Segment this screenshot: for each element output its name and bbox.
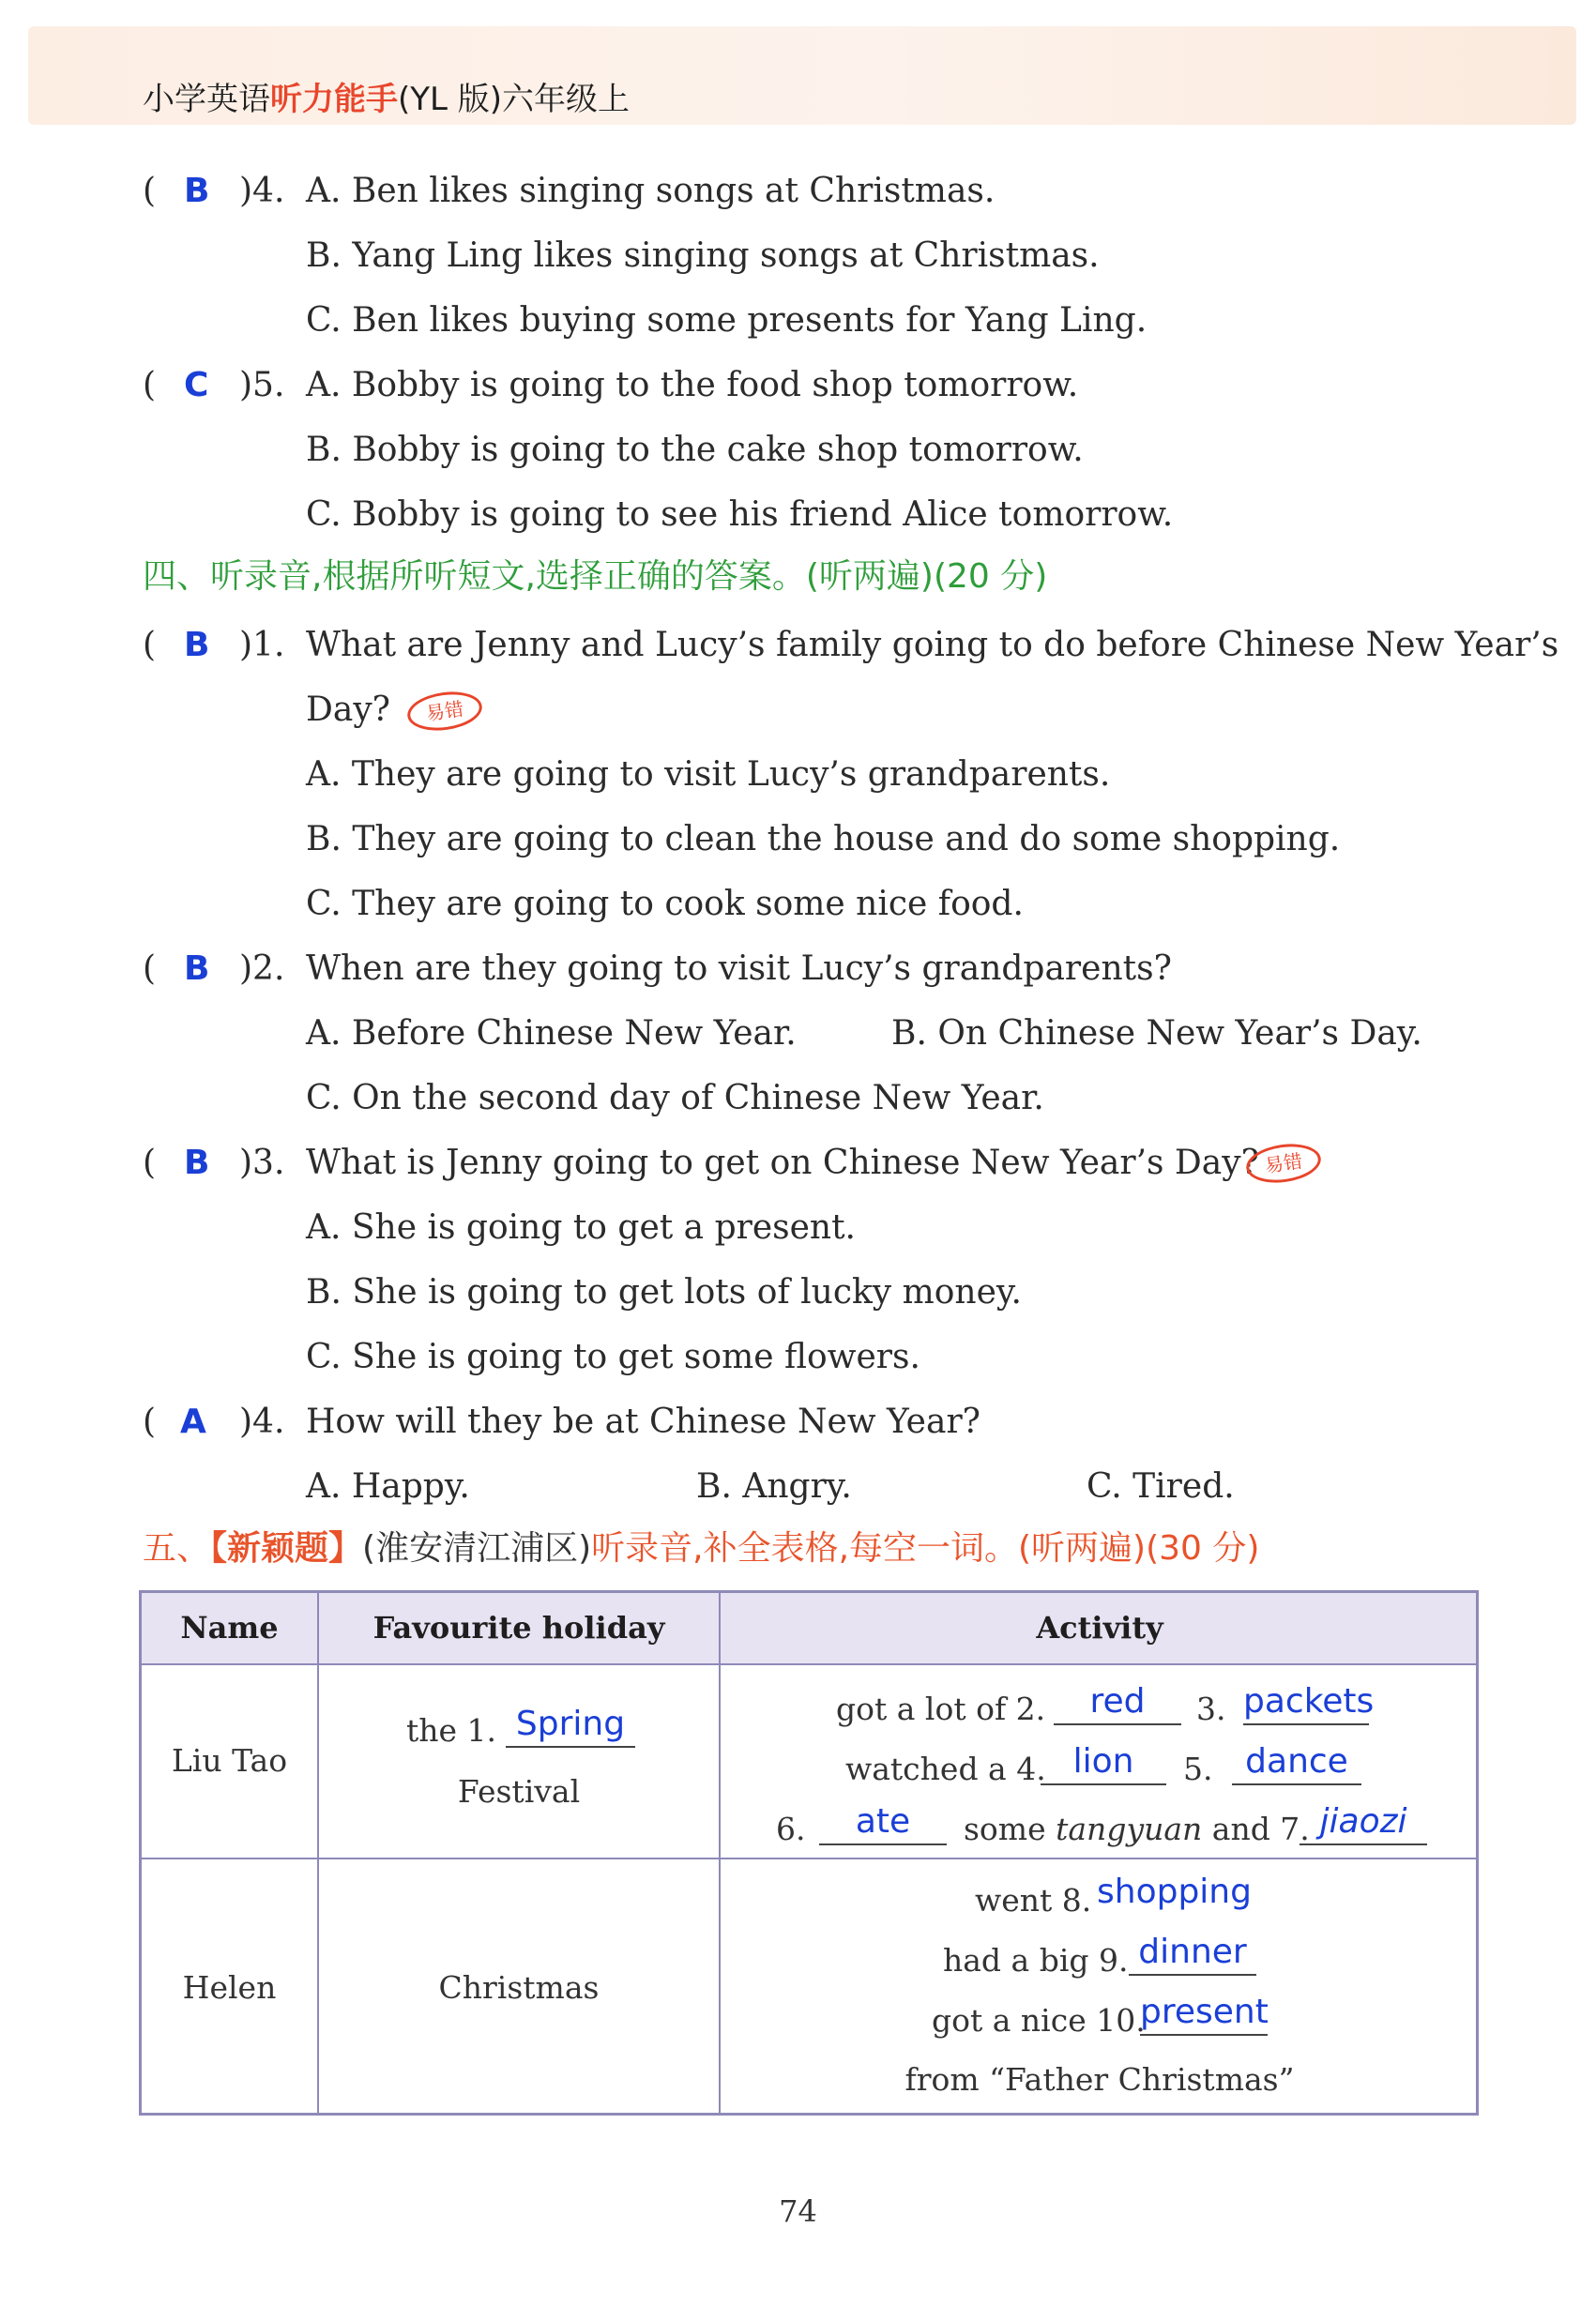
question-text: When are they going to visit Lucy’s grandparents? <box>306 949 1172 988</box>
answer-table <box>139 1590 1479 2116</box>
question-number: )4. <box>239 172 285 210</box>
section-5-prefix: 五、 <box>143 1529 211 1568</box>
answer-s4-q3: B <box>184 1144 210 1182</box>
cell-name-helen: Helen <box>182 1969 277 2006</box>
blank-3: packets <box>1243 1680 1369 1725</box>
cell-holiday-prefix: the 1. <box>406 1712 497 1749</box>
activity-text: went 8. <box>975 1882 1092 1919</box>
option-a: A. Happy. <box>306 1467 470 1506</box>
activity-text: and 7. <box>1211 1811 1310 1847</box>
cell-holiday-christmas: Christmas <box>438 1969 600 2006</box>
question-text: What is Jenny going to get on Chinese New Year’s Day? <box>306 1144 1259 1182</box>
answer-s4-q2: B <box>184 949 210 988</box>
answer-s3-q5: C <box>184 366 209 404</box>
row-divider <box>142 1858 1476 1859</box>
answer-s3-q4: B <box>184 172 210 210</box>
option-b: B. Angry. <box>696 1467 852 1506</box>
activity-text: watched a 4. <box>845 1751 1046 1787</box>
district-label: (淮安清江浦区) <box>362 1529 592 1568</box>
option-b: B. Yang Ling likes singing songs at Christmas. <box>306 236 1100 275</box>
question-number: )2. <box>239 949 285 988</box>
option-c: C. She is going to get some flowers. <box>306 1338 920 1376</box>
option-c: C. Bobby is going to see his friend Alice tomorrow. <box>306 495 1174 534</box>
option-c: C. On the second day of Chinese New Year. <box>306 1079 1044 1117</box>
header-holiday: Favourite holiday <box>372 1610 665 1646</box>
question-text: What are Jenny and Lucy’s family going to do before Chinese New Year’s <box>306 626 1559 664</box>
option-b: B. On Chinese New Year’s Day. <box>891 1014 1422 1053</box>
column-divider <box>719 1593 721 2113</box>
paren-open: ( <box>143 949 157 988</box>
question-number: )4. <box>239 1403 285 1441</box>
activity-text: had a big 9. <box>943 1942 1129 1979</box>
answer-s4-q1: B <box>184 626 210 664</box>
book-title <box>143 73 630 119</box>
option-a: A. Ben likes singing songs at Christmas. <box>306 172 996 210</box>
activity-text: from “Father Christmas” <box>904 2061 1295 2098</box>
header-name: Name <box>180 1610 279 1646</box>
blank-6: ate <box>819 1800 947 1845</box>
blank-4: lion <box>1041 1740 1166 1785</box>
activity-text: got a nice 10. <box>932 2002 1146 2039</box>
paren-open: ( <box>143 626 157 664</box>
activity-text: 6. <box>776 1811 806 1847</box>
option-a: A. She is going to get a present. <box>306 1208 857 1247</box>
blank-5: dance <box>1232 1740 1361 1785</box>
section-4-title: 四、听录音,根据所听短文,选择正确的答案。(听两遍)(20 分) <box>143 557 1048 596</box>
option-b: B. Bobby is going to the cake shop tomorrow. <box>306 431 1084 469</box>
paren-open: ( <box>143 1403 157 1441</box>
blank-10: present <box>1140 1991 1268 2036</box>
blank-2: red <box>1054 1680 1181 1725</box>
activity-text-italic: tangyuan <box>1056 1811 1203 1847</box>
cell-name-liu-tao: Liu Tao <box>171 1742 288 1779</box>
section-5-instructions: 听录音,补全表格,每空一词。(听两遍)(30 分) <box>591 1529 1260 1568</box>
activity-text <box>964 1809 1310 1850</box>
question-text-cont: Day? <box>306 690 390 729</box>
error-prone-badge: 易错 <box>405 688 485 736</box>
question-number: )5. <box>239 366 285 404</box>
option-a: A. Before Chinese New Year. <box>306 1014 797 1053</box>
new-question-tag: 【新颖题】 <box>210 1529 363 1568</box>
option-b: B. She is going to get lots of lucky money. <box>306 1273 1022 1312</box>
option-c: C. Tired. <box>1087 1467 1235 1506</box>
activity-text: got a lot of 2. <box>836 1691 1046 1727</box>
option-c: C. They are going to cook some nice food. <box>306 885 1024 923</box>
option-a: A. Bobby is going to the food shop tomorrow. <box>306 366 1079 404</box>
option-c: C. Ben likes buying some presents for Yang Ling. <box>306 301 1148 340</box>
paren-open: ( <box>143 1144 157 1182</box>
question-text: How will they be at Chinese New Year? <box>306 1403 980 1441</box>
cell-holiday-suffix: Festival <box>457 1773 581 1810</box>
page-number: 74 <box>779 2193 817 2229</box>
option-a: A. They are going to visit Lucy’s grandparents. <box>306 755 1111 794</box>
book-title-brand: 听力能手 <box>270 81 398 118</box>
option-b: B. They are going to clean the house and do some shopping. <box>306 820 1341 858</box>
error-prone-badge: 易错 <box>1244 1140 1324 1188</box>
question-number: )1. <box>239 626 285 664</box>
book-title-prefix: 小学英语 <box>143 81 270 118</box>
answer-s4-q4: A <box>180 1403 206 1441</box>
paren-open: ( <box>143 366 157 404</box>
paren-open: ( <box>143 172 157 210</box>
section-5-title <box>143 1527 1259 1570</box>
blank-9: dinner <box>1129 1931 1256 1976</box>
blank-7: jiaozi <box>1300 1800 1427 1845</box>
activity-text: 5. <box>1183 1751 1213 1787</box>
activity-text: some <box>964 1811 1046 1847</box>
header-activity: Activity <box>1036 1610 1163 1646</box>
column-divider <box>317 1593 319 2113</box>
question-number: )3. <box>239 1144 285 1182</box>
activity-text: 3. <box>1196 1691 1226 1727</box>
blank-1: Spring <box>506 1703 635 1748</box>
book-title-suffix: (YL 版)六年级上 <box>398 81 631 118</box>
blank-8: shopping <box>1097 1873 1252 1911</box>
